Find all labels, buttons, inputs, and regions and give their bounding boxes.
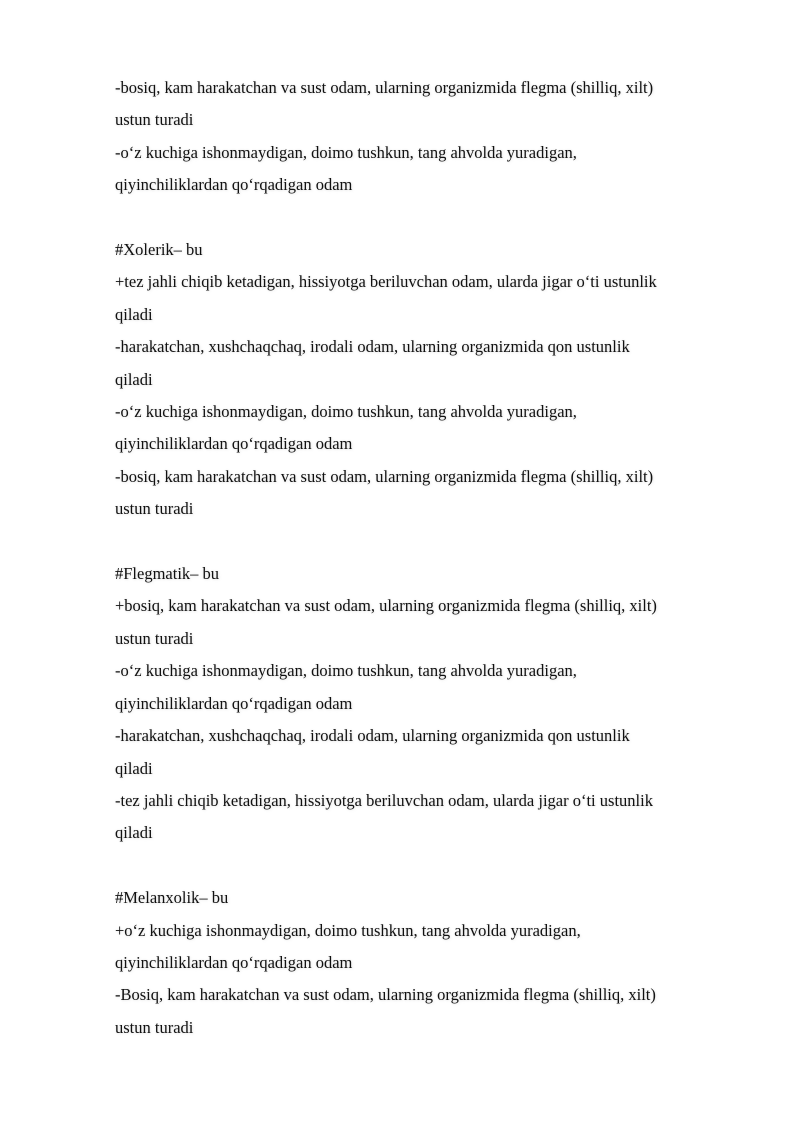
- question-heading: #Melanxolik– bu: [115, 888, 229, 908]
- text-line: qiyinchiliklardan qo‘rqadigan odam: [115, 952, 353, 972]
- paragraph-gap: [115, 202, 740, 234]
- text-line: -tez jahli chiqib ketadigan, hissiyotga beriluvchan odam, ularda jigar o‘ti ustunlik: [115, 790, 653, 810]
- paragraph-gap: [115, 526, 740, 558]
- paragraph-gap: [115, 850, 740, 882]
- text-line: qiladi: [115, 758, 153, 778]
- question-heading: #Flegmatik– bu: [115, 564, 220, 584]
- text-line: qiladi: [115, 823, 153, 843]
- text-line: +o‘z kuchiga ishonmaydigan, doimo tushkun, tang ahvolda yuradigan,: [115, 920, 581, 940]
- text-line: +tez jahli chiqib ketadigan, hissiyotga beriluvchan odam, ularda jigar o‘ti ustunlik: [115, 272, 657, 292]
- text-line: -o‘z kuchiga ishonmaydigan, doimo tushkun, tang ahvolda yuradigan,: [115, 402, 577, 422]
- text-line: qiladi: [115, 369, 153, 389]
- text-line: +bosiq, kam harakatchan va sust odam, ularning organizmida flegma (shilliq, xilt): [115, 596, 657, 616]
- question-heading: #Xolerik– bu: [115, 240, 203, 260]
- question-block-xolerik: [115, 234, 740, 526]
- text-line: ustun turadi: [115, 1017, 194, 1037]
- text-line: qiyinchiliklardan qo‘rqadigan odam: [115, 434, 353, 454]
- text-line: -o‘z kuchiga ishonmaydigan, doimo tushkun, tang ahvolda yuradigan,: [115, 142, 577, 162]
- answer-block: [115, 72, 740, 202]
- question-block-melanxolik: [115, 882, 740, 1044]
- text-line: -bosiq, kam harakatchan va sust odam, ularning organizmida flegma (shilliq, xilt): [115, 466, 654, 486]
- text-line: -bosiq, kam harakatchan va sust odam, ularning organizmida flegma (shilliq, xilt): [115, 78, 654, 97]
- document-page: [115, 72, 740, 1044]
- text-line: qiladi: [115, 304, 153, 324]
- text-line: -o‘z kuchiga ishonmaydigan, doimo tushkun, tang ahvolda yuradigan,: [115, 661, 577, 681]
- question-block-flegmatik: [115, 558, 740, 850]
- text-line: -harakatchan, xushchaqchaq, irodali odam, ularning organizmida qon ustunlik: [115, 337, 630, 357]
- text-line: qiyinchiliklardan qo‘rqadigan odam: [115, 175, 353, 195]
- text-line: -Bosiq, kam harakatchan va sust odam, ularning organizmida flegma (shilliq, xilt): [115, 985, 656, 1005]
- text-line: ustun turadi: [115, 628, 194, 648]
- text-line: -harakatchan, xushchaqchaq, irodali odam, ularning organizmida qon ustunlik: [115, 726, 630, 746]
- text-line: ustun turadi: [115, 499, 194, 519]
- text-line: ustun turadi: [115, 110, 194, 130]
- text-line: qiyinchiliklardan qo‘rqadigan odam: [115, 693, 353, 713]
